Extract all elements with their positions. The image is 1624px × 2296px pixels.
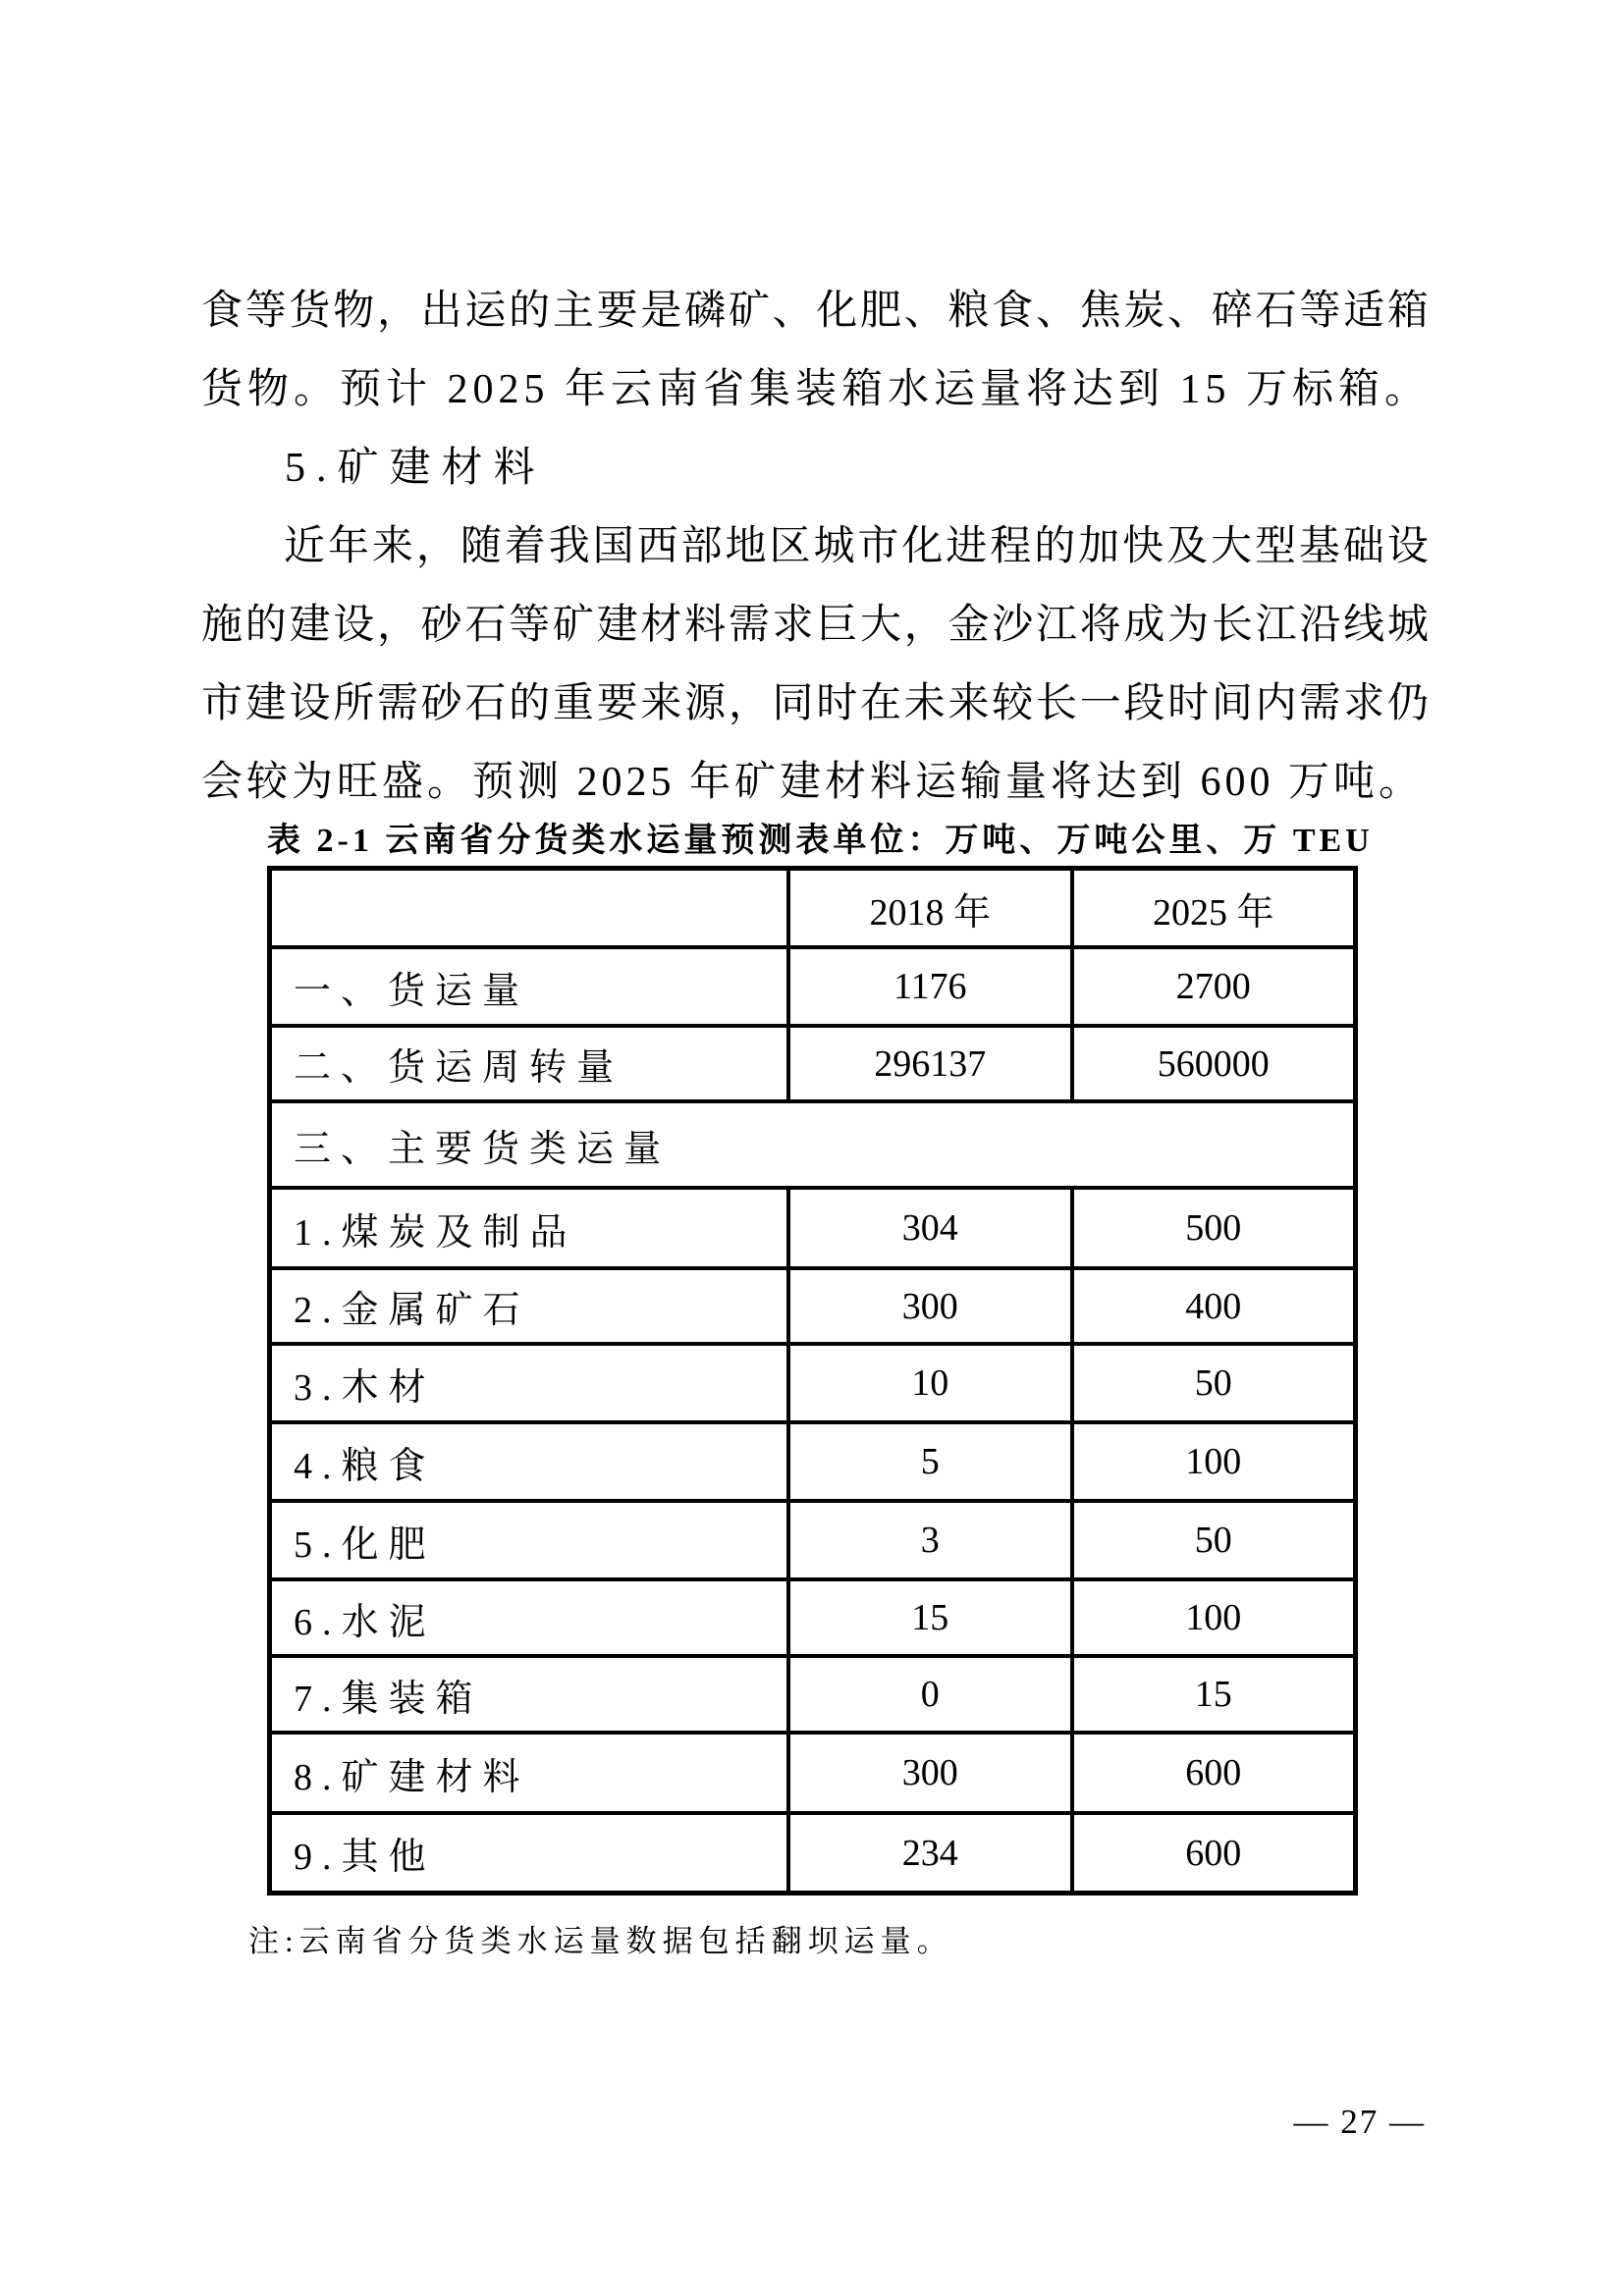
row-label: 6.水泥 [272, 1581, 790, 1654]
paragraph-line: 会较为旺盛。预测 2025 年矿建材料运输量将达到 600 万吨。 [201, 760, 1425, 805]
row-value-2025: 100 [1185, 1441, 1242, 1482]
row-value-2025: 2700 [1175, 966, 1251, 1007]
forecast-table [267, 866, 1358, 1896]
row-value-2018: 3 [790, 1503, 1074, 1577]
row-value-2018: 304 [790, 1190, 1074, 1266]
row-value-2025: 500 [1185, 1207, 1242, 1249]
row-value-2025: 50 [1194, 1520, 1232, 1561]
table-row [272, 949, 1353, 1028]
row-value-2025: 50 [1194, 1362, 1232, 1404]
row-label: 8.矿建材料 [272, 1735, 790, 1811]
table-row [272, 1815, 1353, 1891]
table-footnote: 注:云南省分货类水运量数据包括翻坝运量。 [248, 1924, 953, 1958]
row-value-2025: 600 [1185, 1832, 1242, 1874]
table-row [272, 1028, 1353, 1103]
page-number: — 27 — [1293, 2103, 1426, 2141]
table-row [272, 1270, 1353, 1346]
row-label: 三、主要货类运量 [294, 1128, 672, 1170]
table-caption: 表 2-1 云南省分货类水运量预测表单位：万吨、万吨公里、万 TEU [267, 823, 1374, 859]
header-cell-blank [272, 871, 790, 945]
body-text [201, 272, 1432, 822]
paragraph-line: 食 等 货 物 ， 出 运 的 主 要 是 磷 矿 、 化 肥 、 粮 食 、 焦 炭 、 碎 石 等 适 箱 [201, 289, 1429, 334]
paragraph-line: 近 年 来 ， 随 着 我 国 西 部 地 区 城 市 化 进 程 的 加 快 及 大 型 基 础 设 [284, 524, 1429, 569]
row-value-2018: 0 [790, 1658, 1074, 1731]
paragraph-line: 市 建 设 所 需 砂 石 的 重 要 来 源 ， 同 时 在 未 来 较 长 一 段 时 间 内 需 求 仍 [201, 681, 1429, 726]
row-value-2018: 234 [790, 1815, 1074, 1891]
paragraph-line: 货物。预计 2025 年云南省集装箱水运量将达到 15 万标箱。 [201, 367, 1432, 412]
row-value-2018: 300 [790, 1270, 1074, 1342]
row-value-2025: 560000 [1157, 1042, 1270, 1085]
section-heading: 5.矿建材料 [285, 446, 546, 491]
row-label: 9.其他 [272, 1815, 790, 1891]
table-row [272, 1346, 1353, 1424]
row-label: 3.木材 [272, 1346, 790, 1420]
row-value-2018: 10 [790, 1346, 1074, 1420]
row-label: 二、货运周转量 [272, 1028, 790, 1099]
table-row [272, 1581, 1353, 1658]
row-value-2018: 15 [790, 1581, 1074, 1654]
row-value-2018: 1176 [790, 949, 1074, 1024]
row-value-2018: 5 [790, 1424, 1074, 1499]
table-row [272, 1735, 1353, 1815]
row-label: 1.煤炭及制品 [272, 1190, 790, 1266]
row-label: 一、货运量 [272, 949, 790, 1024]
row-label: 4.粮食 [272, 1424, 790, 1499]
table-row [272, 1503, 1353, 1581]
row-value-2018: 300 [790, 1735, 1074, 1811]
row-label: 5.化肥 [272, 1503, 790, 1577]
table-row [272, 1658, 1353, 1735]
table-row [272, 1424, 1353, 1503]
row-label: 7.集装箱 [272, 1658, 790, 1731]
row-value-2018: 296137 [790, 1028, 1074, 1099]
row-value-2025: 15 [1194, 1674, 1232, 1715]
row-value-2025: 600 [1185, 1752, 1242, 1793]
table-row [272, 1190, 1353, 1270]
header-cell-2018: 2018 年 [790, 871, 1074, 945]
row-value-2025: 400 [1185, 1285, 1242, 1327]
table-row-span [272, 1103, 1353, 1190]
header-cell-2025: 2025 年 [1152, 891, 1274, 934]
row-value-2025: 100 [1185, 1597, 1242, 1638]
table-header-row [272, 871, 1353, 949]
paragraph-line: 施 的 建 设 ， 砂 石 等 矿 建 材 料 需 求 巨 大 ， 金 沙 江 将 成 为 长 江 沿 线 城 [201, 603, 1429, 648]
row-label: 2.金属矿石 [272, 1270, 790, 1342]
